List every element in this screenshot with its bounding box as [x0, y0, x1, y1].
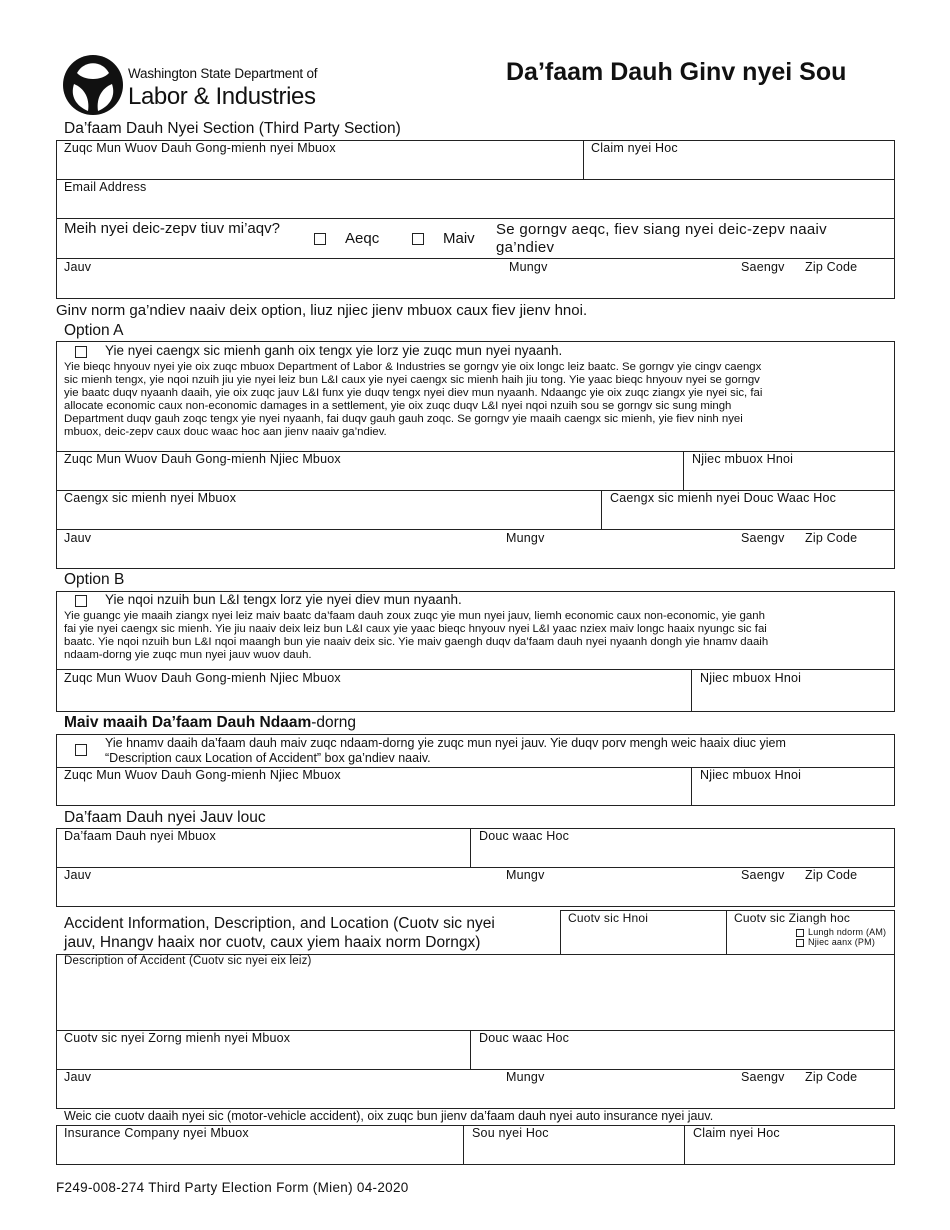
option-a-paragraph: Yie bieqc hnyouv nyei yie oix zuqc mbuox Department of Labor & Industries se gorngv yie oix longc leiz baatc. Se gorngv yie cingv caengx sic mienh tengx, yie nqoi nzuih jiu yie nyei leiz bun L&I caux yie nyei caengx sic mienh haih jiu tong. Yie yaac bieqc hnyouv nyei se gorngv yie baatc duqv nyaanh daaih, yie oix zuqc jauv L&I funx yie duqv tengx nyei diev mun nyaanh. Ndaangc yie oix zuqc ziangx yie nyei sic, fai allocate economic caux non-economic damages in a settlement, yie oix zuqc duqv L&I nyei nqoi nzuih sou se gorngv sic sung mingh Department duqv gauh zoqc tengx yie nyei nyaanh, fai duqv gauh gauh zoqc. Se gorngv yie maaih caengx sic mienh, yie fiev ninh nyei mbuox, deic-zepv caux douc waac hoc aan jienv naaiv ga’ndiev.: [64, 361, 763, 439]
third-party-name-label: Da’faam Dauh nyei Mbuox: [64, 829, 216, 843]
insurance-note: Weic cie cuotv daaih nyei sic (motor-vehicle accident), oix zuqc bun jienv da’faam dauh nyei auto insurance nyei jauv.: [64, 1109, 714, 1123]
attorney-zip-label: Zip Code: [805, 531, 858, 545]
third-party-phone-label: Douc waac Hoc: [479, 829, 570, 843]
option-b-check-text: Yie nqoi nzuih bun L&I tengx lorz yie nyei diev mun nyaanh.: [105, 592, 462, 607]
third-party-section-title: Da’faam Dauh Nyei Section (Third Party Section): [64, 120, 401, 137]
pm-label: Njiec aanx (PM): [808, 937, 876, 947]
option-a-title: Option A: [64, 322, 124, 339]
third-party-city-label: Mungv: [506, 868, 545, 882]
third-party-state-label: Saengv: [741, 868, 785, 882]
option-b-date-label: Njiec mbuox Hnoi: [700, 671, 802, 685]
pm-checkbox[interactable]: [796, 939, 804, 947]
no-third-party-text: Yie hnamv daaih da’faam dauh maiv zuqc ndaam-dorng yie zuqc mun nyei jauv. Yie duqv porv mengh weic haaix diuc yiem “Description caux Location of Accident” box ga’ndiev naaiv.: [105, 736, 786, 765]
option-a-signature-label: Zuqc Mun Wuov Dauh Gong-mienh Njiec Mbuox: [64, 452, 341, 466]
third-party-zip-label: Zip Code: [805, 868, 858, 882]
logo-line2: Labor & Industries: [128, 83, 316, 110]
address-label: Jauv: [64, 260, 92, 274]
no-label: Maiv: [443, 230, 475, 247]
option-b-signature-label: Zuqc Mun Wuov Dauh Gong-mienh Njiec Mbuox: [64, 671, 341, 685]
accident-section-title: Accident Information, Description, and Location (Cuotv sic nyei jauv, Hnangv haaix nor cuotv, caux yiem haaix norm Dorngx): [64, 915, 495, 951]
insurance-company-label: Insurance Company nyei Mbuox: [64, 1126, 249, 1140]
logo-line1: Washington State Department of: [128, 66, 318, 81]
attorney-city-label: Mungv: [506, 531, 545, 545]
accident-zip-label: Zip Code: [805, 1070, 858, 1084]
no-third-party-signature-label: Zuqc Mun Wuov Dauh Gong-mienh Njiec Mbuox: [64, 768, 341, 782]
address-change-note: Se gorngv aeqc, fiev siang nyei deic-zepv naaiv ga’ndiev: [496, 221, 827, 256]
no-third-party-title: Maiv maaih Da’faam Dauh Ndaam-dorng: [64, 714, 357, 731]
accident-time-label: Cuotv sic Ziangh hoc: [734, 911, 851, 925]
option-a-check-text: Yie nyei caengx sic mienh ganh oix tengx yie lorz yie zuqc mun nyei nyaanh.: [105, 343, 563, 358]
accident-date-label: Cuotv sic Hnoi: [568, 911, 649, 925]
zip-label: Zip Code: [805, 260, 858, 274]
attorney-state-label: Saengv: [741, 531, 785, 545]
injured-worker-name-label: Zuqc Mun Wuov Dauh Gong-mienh nyei Mbuox: [64, 141, 336, 155]
option-a-checkbox[interactable]: [75, 346, 87, 358]
third-party-info-title: Da’faam Dauh nyei Jauv louc: [64, 809, 266, 826]
no-checkbox[interactable]: [412, 233, 424, 245]
accident-description-label: Description of Accident (Cuotv sic nyei eix leiz): [64, 955, 312, 967]
am-label: Lungh ndorm (AM): [808, 927, 887, 937]
accident-city-label: Mungv: [506, 1070, 545, 1084]
state-label: Saengv: [741, 260, 785, 274]
yes-label: Aeqc: [345, 230, 380, 247]
option-b-paragraph: Yie guangc yie maaih ziangx nyei leiz maiv baatc da’faam dauh zoux zuqc yie mun nyei jauv, liemh economic caux non-economic, yie ganh fai yie nyei caengx sic mienh. Yie jiu naaiv deix leiz bun L&I caux yie yaac bieqc hnyouv nyei L&I yaac nziex maiv longc haaix nyungc sic fai baatc. Yie nqoi nzuih bun L&I nqoi maangh bun yie naaiv deix sic. Yie maiv gaengh duqv da’faam dauh nyei nyaanh dongh yie hnamv daaih ndaam-dorng yie zuqc mun nyei jauv wuov dauh.: [64, 610, 769, 662]
instruction-text: Ginv norm ga’ndiev naaiv deix option, liuz njiec jienv mbuox caux fiev jienv hnoi.: [56, 302, 588, 319]
yes-checkbox[interactable]: [314, 233, 326, 245]
email-label: Email Address: [64, 180, 147, 194]
attorney-phone-label: Caengx sic mienh nyei Douc Waac Hoc: [610, 491, 837, 505]
lni-logo-icon: [62, 54, 124, 116]
accident-address-label: Jauv: [64, 1070, 92, 1084]
form-title: Da’faam Dauh Ginv nyei Sou: [506, 58, 847, 86]
attorney-address-label: Jauv: [64, 531, 92, 545]
no-third-party-date-label: Njiec mbuox Hnoi: [700, 768, 802, 782]
no-third-party-checkbox[interactable]: [75, 744, 87, 756]
attorney-name-label: Caengx sic mienh nyei Mbuox: [64, 491, 237, 505]
address-change-question: Meih nyei deic-zepv tiuv mi’aqv?: [64, 220, 280, 237]
option-a-date-label: Njiec mbuox Hnoi: [692, 452, 794, 466]
am-checkbox[interactable]: [796, 929, 804, 937]
insurance-claim-label: Claim nyei Hoc: [693, 1126, 780, 1140]
option-b-checkbox[interactable]: [75, 595, 87, 607]
claim-number-label: Claim nyei Hoc: [591, 141, 678, 155]
city-label: Mungv: [509, 260, 548, 274]
accident-state-label: Saengv: [741, 1070, 785, 1084]
third-party-address-label: Jauv: [64, 868, 92, 882]
option-b-title: Option B: [64, 571, 125, 588]
accident-business-label: Cuotv sic nyei Zorng mienh nyei Mbuox: [64, 1031, 291, 1045]
policy-number-label: Sou nyei Hoc: [472, 1126, 549, 1140]
accident-phone-label: Douc waac Hoc: [479, 1031, 570, 1045]
form-id-footer: F249-008-274 Third Party Election Form (Mien) 04-2020: [56, 1180, 409, 1195]
